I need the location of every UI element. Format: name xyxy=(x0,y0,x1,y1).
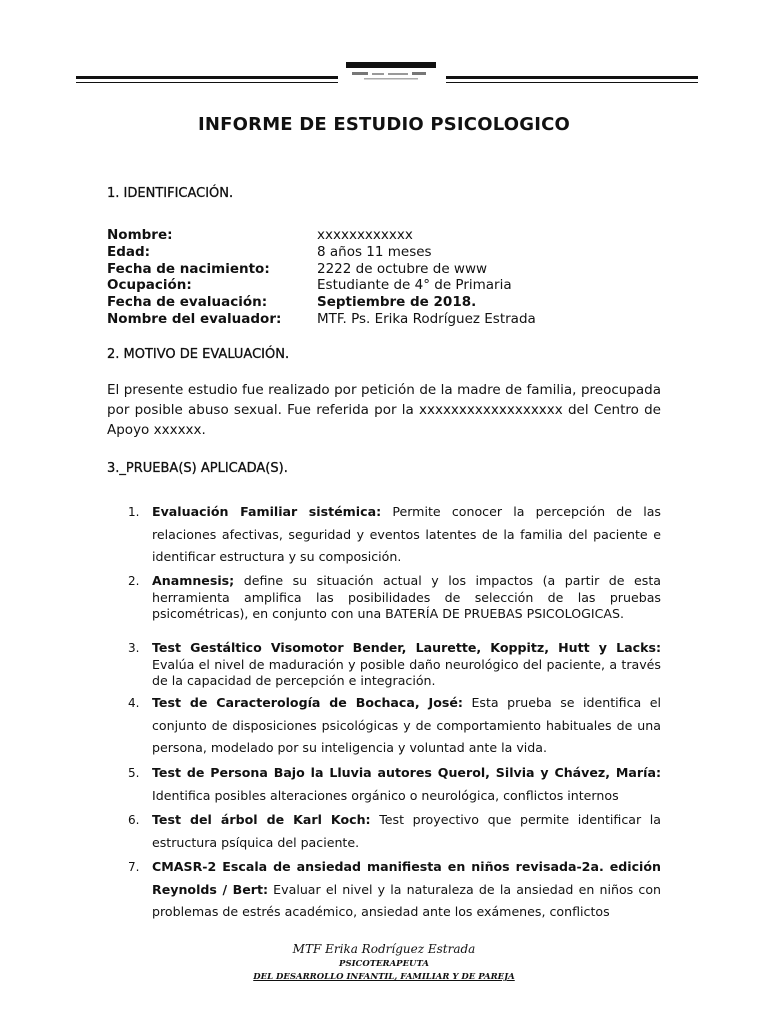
id-label: Fecha de evaluación: xyxy=(107,294,268,311)
list-item xyxy=(128,856,662,924)
letterhead-logo-icon xyxy=(338,56,444,98)
list-number: 3. xyxy=(128,641,140,655)
test-name: Anamnesis; xyxy=(152,573,235,588)
header-rule-left xyxy=(76,76,338,79)
test-description: Identifica posibles alteraciones orgánico o neurológica, conflictos internos xyxy=(152,787,619,803)
id-value: xxxxxxxxxxxx xyxy=(317,227,413,243)
test-description: Evaluar el nivel y la naturaleza de la ansiedad en niños con problemas de estrés académico, ansiedad ante los exámenes, conflictos xyxy=(152,881,662,919)
id-label: Fecha de nacimiento: xyxy=(107,260,270,277)
test-description: Test proyectivo que permite identificar la estructura psíquica del paciente. xyxy=(152,812,661,850)
test-description: Esta prueba se identifica el conjunto de disposiciones psicológicas y de comportamiento habituales de una persona, modelado por su inteligencia y voluntad ante la vida. xyxy=(152,695,661,755)
id-label: Edad: xyxy=(107,243,151,260)
test-description: Permite conocer la percepción de las relaciones afectivas, seguridad y eventos latentes de la familia del paciente e identificar estructura y su composición. xyxy=(152,504,661,564)
id-row-ocupacion xyxy=(107,277,536,294)
id-label: Ocupación: xyxy=(107,277,192,294)
section-heading-identificacion: 1. IDENTIFICACIÓN. xyxy=(107,186,234,201)
header-rule-right-thin xyxy=(446,82,698,83)
id-label: Nombre del evaluador: xyxy=(107,310,282,327)
test-name: CMASR-2 Escala de ansiedad manifiesta en niños revisada-2a. edición Reynolds / Bert: xyxy=(152,859,661,897)
footer-specialty-text: DEL DESARROLLO INFANTIL, FAMILIAR Y DE PAREJA xyxy=(253,972,515,982)
id-value: Estudiante de 4° de Primaria xyxy=(317,277,512,294)
id-row-edad xyxy=(107,244,536,261)
test-description: define su situación actual y los impactos (a partir de esta herramienta amplifica las posibilidades de selección de las pruebas psicométricas), en conjunto con una BATERÍA DE PRUEBAS PSICOLOGICAS. xyxy=(152,573,661,621)
list-number: 6. xyxy=(128,813,140,827)
list-item xyxy=(128,501,661,569)
list-item xyxy=(128,573,661,623)
id-row-fecha-evaluacion xyxy=(107,294,536,311)
list-item xyxy=(128,762,661,807)
list-number: 4. xyxy=(128,696,140,710)
id-row-evaluador xyxy=(107,311,536,328)
list-item xyxy=(128,809,661,854)
id-row-fecha-nacimiento xyxy=(107,261,536,278)
section-heading-pruebas: 3._PRUEBA(S) APLICADA(S). xyxy=(107,461,288,476)
header-rule-right xyxy=(446,76,698,79)
list-number: 1. xyxy=(128,505,140,519)
list-item xyxy=(128,640,661,690)
id-value: 2222 de octubre de www xyxy=(317,260,488,277)
footer-title: PSICOTERAPEUTA xyxy=(339,959,429,969)
test-name: Test de Persona Bajo la Lluvia autores Querol, Silvia y Chávez, María: xyxy=(152,765,661,780)
test-name: Test Gestáltico Visomotor Bender, Laurette, Koppitz, Hutt y Lacks: xyxy=(152,640,661,655)
list-number: 2. xyxy=(128,574,140,588)
document-title: INFORME DE ESTUDIO PSICOLOGICO xyxy=(197,114,571,135)
header-rule-left-thin xyxy=(76,82,338,83)
motivo-paragraph: El presente estudio fue realizado por petición de la madre de familia, preocupada por posible abuso sexual. Fue referida por la xxxxxxxxxxxxxxxxxx del Centro de Apoyo xxxxxx. xyxy=(107,382,661,438)
test-name: Test de Caracterología de Bochaca, José: xyxy=(152,695,463,710)
section-heading-motivo: 2. MOTIVO DE EVALUACIÓN. xyxy=(107,347,290,362)
id-row-nombre xyxy=(107,227,536,244)
list-number: 5. xyxy=(128,766,140,780)
id-value: MTF. Ps. Erika Rodríguez Estrada xyxy=(317,310,536,327)
list-item xyxy=(128,692,661,760)
test-name: Test del árbol de Karl Koch: xyxy=(152,812,371,827)
test-name: Evaluación Familiar sistémica: xyxy=(152,504,382,519)
test-description: Evalúa el nivel de maduración y posible daño neurológico del paciente, a través de la capacidad de percepción e integración. xyxy=(152,656,661,688)
id-value: 8 años 11 meses xyxy=(317,243,432,260)
id-value: Septiembre de 2018. xyxy=(317,294,477,311)
id-label: Nombre: xyxy=(107,227,173,243)
footer-specialty xyxy=(0,972,768,982)
footer-signature-name: MTF Erika Rodríguez Estrada xyxy=(292,942,476,956)
identification-table xyxy=(107,227,536,328)
list-number: 7. xyxy=(128,860,140,874)
